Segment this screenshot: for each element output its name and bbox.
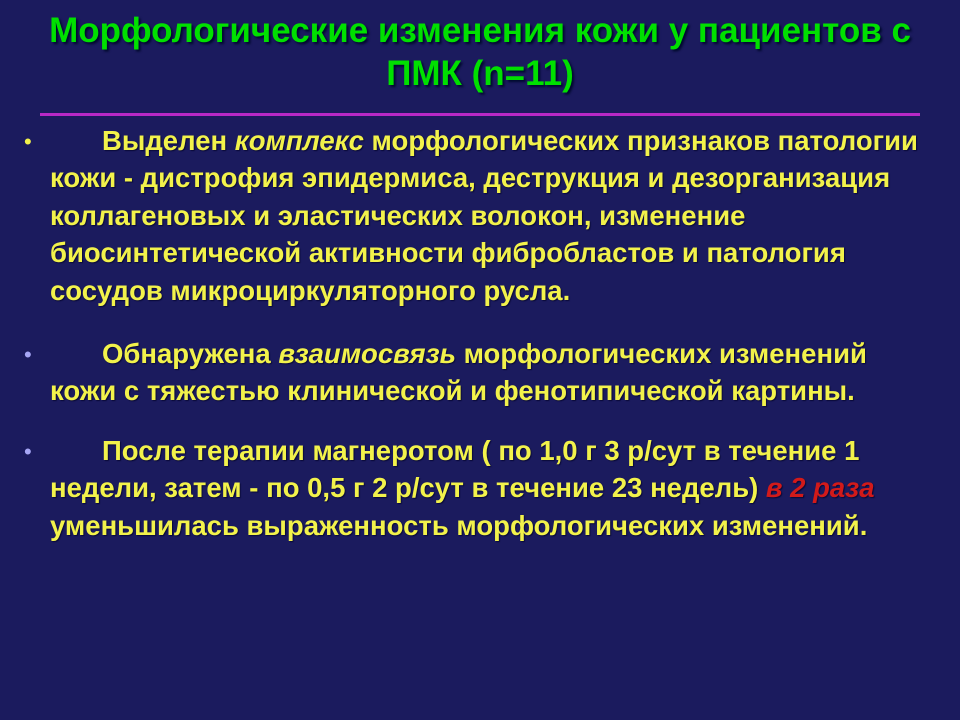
bullet-icon: • bbox=[24, 341, 32, 367]
bullet-1-seg-2: морфологических признаков патологии кожи - дистрофия эпидермиса, деструкция и дезорганизация коллагеновых и эластических волокон, изменение биосинтетической активности фибробластов и патология сосудов микроциркуляторного русла. bbox=[50, 125, 918, 306]
bullet-1-seg-1: комплекс bbox=[234, 125, 364, 156]
list-item bbox=[24, 335, 940, 410]
list-item bbox=[24, 122, 940, 309]
bullet-1-seg-0: Выделен bbox=[102, 125, 235, 156]
bullet-3-highlight: в 2 раза bbox=[765, 472, 875, 504]
slide-body bbox=[24, 122, 940, 544]
bullet-text-1 bbox=[50, 122, 940, 309]
bullet-icon: • bbox=[24, 438, 32, 464]
title-divider bbox=[40, 113, 920, 116]
list-item bbox=[24, 432, 940, 544]
bullet-2-seg-0: Обнаружена bbox=[102, 337, 279, 369]
bullet-3-seg-0: После терапии магнеротом ( по 1,0 г 3 р/сут в течение 1 недели, затем - по 0,5 г 2 р/сут в течение 23 недель) bbox=[50, 434, 860, 504]
bullet-3-seg-2: уменьшилась выраженность морфологических изменений. bbox=[50, 509, 868, 541]
bullet-icon: • bbox=[24, 129, 32, 154]
page-title: Морфологические изменения кожи у пациентов с ПМК (n=11) bbox=[49, 11, 911, 93]
bullet-text-2 bbox=[50, 335, 940, 410]
bullet-2-seg-1: взаимосвязь bbox=[278, 337, 456, 369]
bullet-2-seg-2: морфологических изменений кожи с тяжестью клинической и фенотипической картины. bbox=[50, 337, 867, 407]
bullet-text-3 bbox=[50, 432, 940, 544]
